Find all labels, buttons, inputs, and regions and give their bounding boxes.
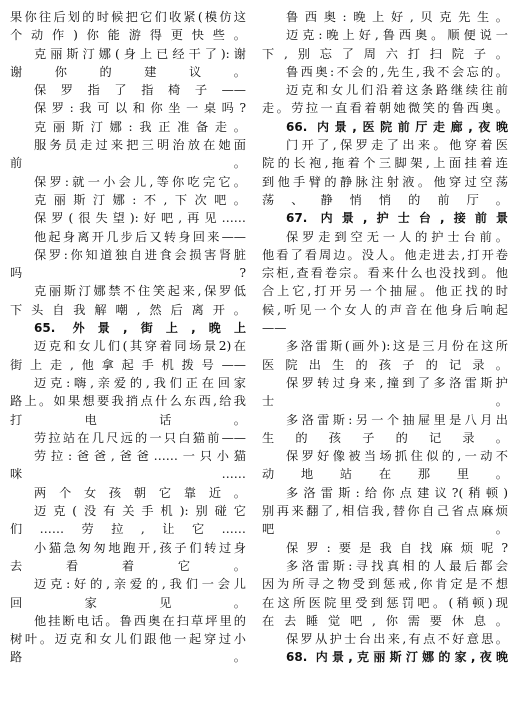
text-line: 院的长袍,拖着个三脚架,上面挂着连 (262, 156, 508, 171)
scene-heading: 65. 外景,街上,晚上 (34, 321, 246, 336)
text-line: 荡、静悄悄的前厅。 (262, 192, 508, 207)
text-line: 迈克(没有关手机):别碰它 (34, 504, 246, 519)
text-line: 多洛雷斯:另一个抽屉里是八月出 (286, 412, 508, 427)
text-line: 保罗从护士台出来,有点不好意思。 (286, 632, 508, 647)
text-line: 吗 ? (10, 266, 246, 281)
text-line: 吧。 (262, 522, 508, 537)
text-line: 路上。如果想要我捎点什么东西,给我 (10, 394, 246, 409)
text-line: 别再来翻了,相信我,替你自己省点麻烦 (262, 504, 508, 519)
text-line: 小猫急匆匆地跑开,孩子们转过身 (34, 540, 246, 555)
text-line: 克丽斯汀娜禁不住笑起来,保罗低 (34, 284, 246, 299)
text-line: 克丽斯汀娜(身上已经干了):谢 (34, 46, 246, 61)
text-line: 克丽斯汀娜:不,下次吧。 (34, 192, 246, 207)
scene-heading: 67. 内景,护士台,接前景 (286, 211, 508, 226)
text-line: 因为所寻之物受到惩戒,你肯定是不想 (262, 577, 508, 592)
text-line: 劳拉站在几尺远的一只白猫前—— (34, 430, 246, 445)
text-line: 保罗:你知道独自进食会损害肾脏 (34, 247, 246, 262)
text-line: 树叶。迈克和女儿们跟他一起穿过小 (10, 632, 246, 647)
text-line: 合上它,打开另一个抽屉。他正找的时 (262, 284, 508, 299)
text-line: 鲁西奥:晚上好,贝克先生。 (286, 10, 508, 24)
text-line: 迈克:好的,亲爱的,我们一会儿 (34, 577, 246, 592)
text-line: 他挂断电话。鲁西奥在扫草坪里的 (34, 613, 246, 628)
text-line: 宗柜,查看卷宗。看来什么也没找到。他 (262, 266, 508, 281)
text-line: 两个女孩朝它靠近。 (34, 485, 246, 500)
text-line: 门开了,保罗走了出来。他穿着医 (286, 138, 508, 153)
text-line: 迈克:晚上好,鲁西奥。顺便说一 (286, 28, 508, 43)
text-line: 打电话。 (10, 412, 246, 427)
text-line: 到他手臂的静脉注射液。他穿过空荡 (262, 174, 508, 189)
text-line: 他看了看周边。没人。他走进去,打开卷 (262, 247, 508, 262)
text-line: 生的孩子的记录。 (262, 430, 508, 445)
text-line: 谢你的建议。 (10, 64, 246, 79)
text-line: 路 。 (10, 650, 246, 665)
text-line: —— (262, 321, 287, 336)
text-line: 咪…… (10, 467, 246, 482)
text-line: 医院出生的孩子的记录。 (262, 357, 508, 372)
text-line: 多洛雷斯:寻找真相的人最后都会 (286, 558, 508, 573)
text-line: 前 。 (10, 156, 246, 171)
text-line: 们……劳拉,让它…… (10, 522, 246, 537)
text-line: 克丽斯汀娜:我正准备走。 (34, 119, 246, 134)
text-line: 迈克和女儿们(其穿着同场景2)在 (34, 339, 246, 354)
text-line: 街上走,他拿起手机拨号—— (10, 357, 246, 372)
text-line: 鲁西奥:不会的,先生,我不会忘的。 (286, 64, 508, 79)
scene-heading: 68. 内景,克丽斯汀娜的家,夜晚 (286, 650, 508, 665)
text-line: 下头自我解嘲,然后离开。 (10, 302, 246, 317)
text-line: 保罗走到空无一人的护士台前。 (286, 229, 508, 244)
text-line: 保罗好像被当场抓住似的,一动不 (286, 449, 508, 464)
text-line: 回家见。 (10, 595, 246, 610)
text-line: 迈克和女儿们沿着这条路继续往前 (286, 83, 508, 98)
text-line: 保罗:我可以和你坐一桌吗? (34, 101, 246, 116)
text-line: 动地站在那里。 (262, 467, 508, 482)
text-line: 在去睡觉吧,你需要休息。 (262, 613, 508, 628)
text-line: 走。劳拉一直看着朝她微笑的鲁西奥。 (262, 101, 508, 116)
text-line: 保罗:就一小会儿,等你吃完它。 (34, 174, 246, 189)
text-line: 保罗转过身来,撞到了多洛雷斯护 (286, 375, 508, 390)
text-line: 个动作)你能游得更快些。 (10, 28, 246, 43)
text-line: 在这所医院里受到惩罚吧。(稍顿)现 (262, 595, 508, 610)
text-line: 他起身离开几步后又转身回来—— (34, 229, 246, 244)
text-line: 迈克:嗨,亲爱的,我们正在回家 (34, 375, 246, 390)
text-line: 多洛雷斯:给你点建议?(稍顿) (286, 485, 508, 500)
right-text-column (262, 8, 508, 667)
text-line: 多洛雷斯(画外):这是三月份在这所 (286, 339, 508, 354)
text-line: 去看着它。 (10, 558, 246, 573)
scene-heading: 66. 内景,医院前厅走廊,夜晚 (286, 119, 508, 134)
text-line: 保罗:要是我自找麻烦呢? (286, 540, 508, 555)
left-text-column (10, 8, 246, 667)
text-line: 下,别忘了周六打扫院子。 (262, 46, 508, 61)
text-line: 服务员走过来把三明治放在她面 (34, 138, 246, 153)
text-line: 保罗指了指椅子—— (34, 83, 246, 98)
text-line: 果你往后划的时候把它们收紧(模仿这 (10, 10, 246, 24)
text-line: 劳拉:爸爸,爸爸……一只小猫 (34, 449, 246, 464)
text-line: 士 。 (262, 394, 508, 409)
text-line: 候,听见一个女人的声音在他身后响起 (262, 302, 508, 317)
text-line: 保罗(很失望):好吧,再见…… (34, 211, 246, 226)
